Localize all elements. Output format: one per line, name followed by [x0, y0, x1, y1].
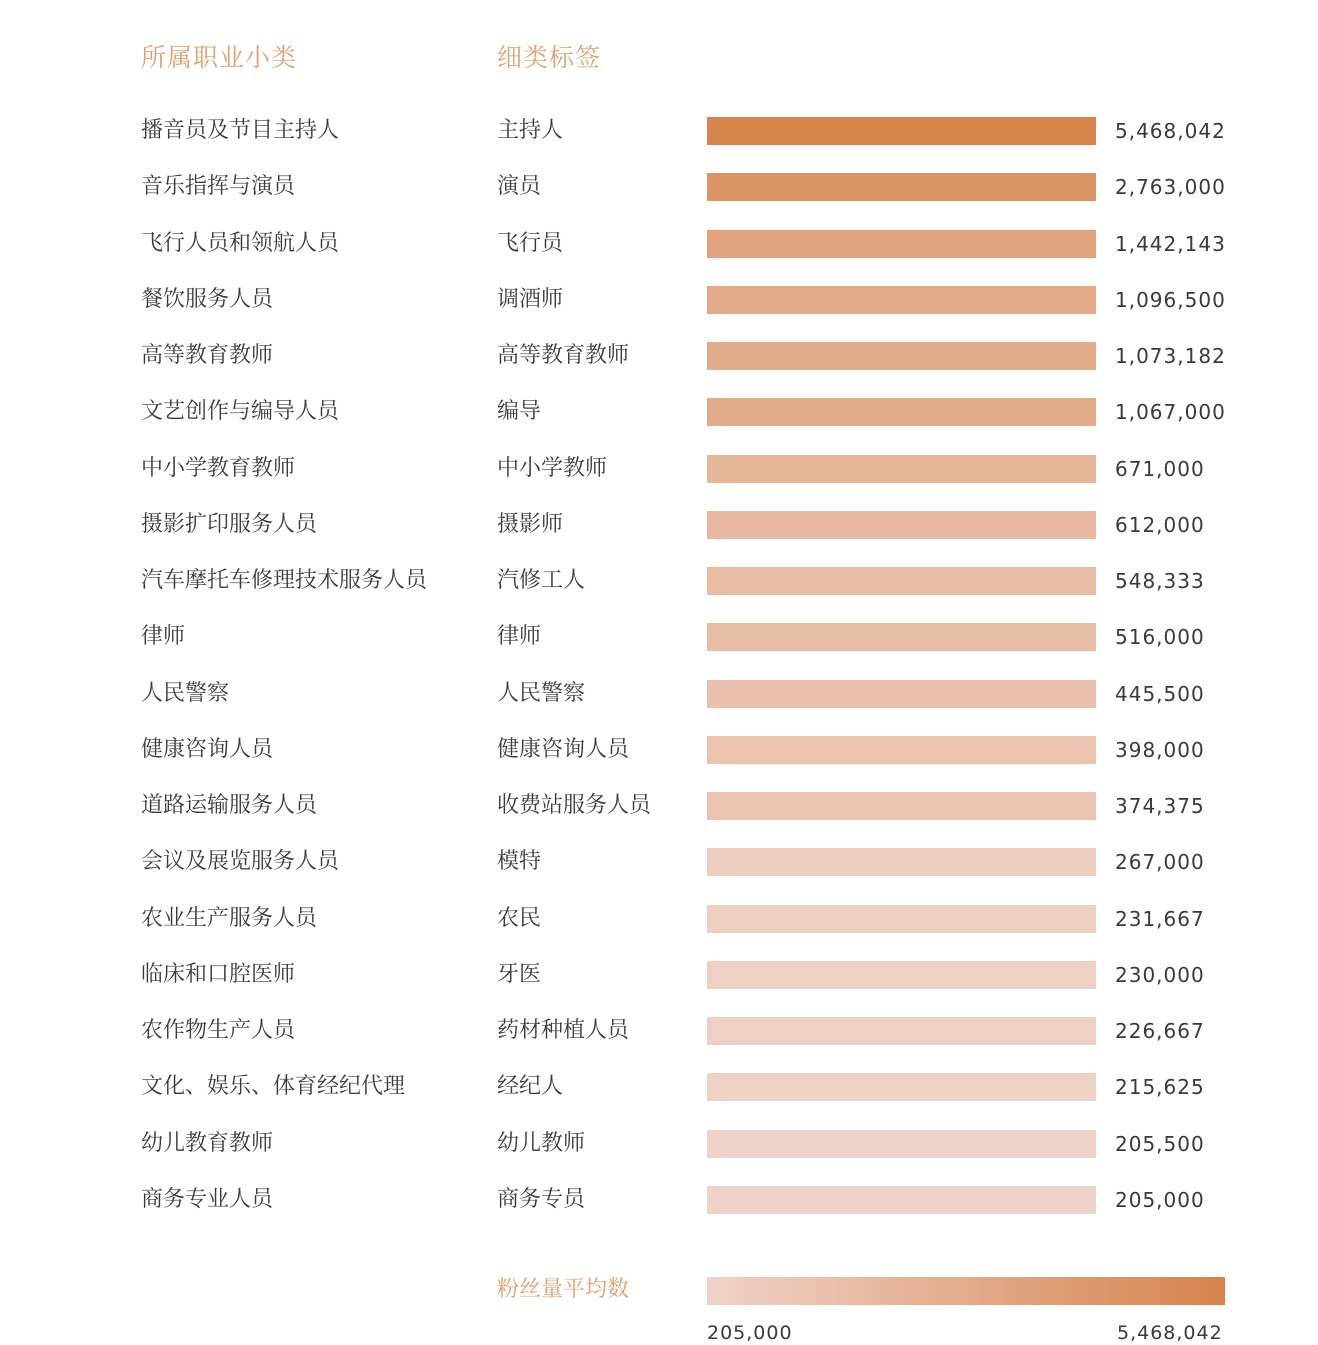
table-row	[0, 111, 1318, 151]
row-tag-label: 摄影师	[497, 511, 564, 537]
row-value-label: 548,333	[1115, 569, 1205, 594]
row-category-label: 文化、娱乐、体育经纪代理	[141, 1074, 406, 1100]
row-value-label: 226,667	[1115, 1019, 1205, 1044]
row-tag-label: 商务专员	[497, 1186, 586, 1212]
row-tag-label: 中小学教师	[497, 455, 608, 481]
row-value-label: 5,468,042	[1115, 119, 1226, 143]
row-value-bar	[707, 567, 1096, 595]
row-tag-label: 收费站服务人员	[497, 793, 652, 819]
legend-min-label: 205,000	[707, 1322, 793, 1344]
table-row	[0, 617, 1318, 657]
row-category-label: 农业生产服务人员	[141, 905, 318, 931]
table-row	[0, 1180, 1318, 1220]
row-category-label: 农作物生产人员	[141, 1018, 296, 1044]
table-row	[0, 786, 1318, 826]
table-row	[0, 1124, 1318, 1164]
row-tag-label: 经纪人	[497, 1074, 564, 1100]
table-row	[0, 167, 1318, 207]
row-category-label: 音乐指挥与演员	[141, 174, 296, 200]
row-value-label: 516,000	[1115, 625, 1205, 650]
row-tag-label: 主持人	[497, 118, 564, 143]
table-row	[0, 899, 1318, 939]
row-value-bar	[707, 680, 1096, 708]
row-value-bar	[707, 1073, 1096, 1101]
row-category-label: 人民警察	[141, 680, 230, 706]
row-value-label: 1,442,143	[1115, 231, 1226, 256]
table-row	[0, 1067, 1318, 1107]
row-value-label: 445,500	[1115, 681, 1205, 706]
row-value-label: 1,067,000	[1115, 400, 1226, 425]
row-value-label: 2,763,000	[1115, 175, 1226, 200]
row-tag-label: 农民	[497, 905, 542, 931]
row-category-label: 飞行人员和领航人员	[141, 230, 340, 256]
row-category-label: 临床和口腔医师	[141, 961, 296, 987]
row-value-label: 205,500	[1115, 1131, 1205, 1156]
row-value-label: 205,000	[1115, 1187, 1205, 1212]
row-value-label: 671,000	[1115, 456, 1205, 481]
row-tag-label: 高等教育教师	[497, 343, 630, 369]
table-row	[0, 955, 1318, 995]
row-value-bar	[707, 286, 1096, 314]
row-value-label: 374,375	[1115, 794, 1205, 819]
row-tag-label: 飞行员	[497, 230, 564, 256]
row-value-label: 231,667	[1115, 906, 1205, 931]
row-value-bar	[707, 905, 1096, 933]
table-row	[0, 392, 1318, 432]
row-value-label: 1,073,182	[1115, 344, 1226, 369]
row-category-label: 中小学教育教师	[141, 455, 296, 481]
row-value-bar	[707, 623, 1096, 651]
row-category-label: 文艺创作与编导人员	[141, 399, 340, 425]
legend-gradient-bar	[707, 1277, 1225, 1305]
row-value-bar	[707, 792, 1096, 820]
row-value-bar	[707, 230, 1096, 258]
table-row	[0, 561, 1318, 601]
row-value-bar	[707, 848, 1096, 876]
category-column-header: 所属职业小类	[141, 43, 298, 72]
tag-column-header: 细类标签	[497, 43, 602, 72]
row-category-label: 律师	[141, 624, 186, 650]
row-value-bar	[707, 1017, 1096, 1045]
legend-title: 粉丝量平均数	[497, 1277, 630, 1302]
row-value-bar	[707, 961, 1096, 989]
row-category-label: 餐饮服务人员	[141, 286, 274, 312]
row-value-label: 230,000	[1115, 962, 1205, 987]
row-tag-label: 人民警察	[497, 680, 586, 706]
row-value-bar	[707, 173, 1096, 201]
row-value-bar	[707, 398, 1096, 426]
row-category-label: 高等教育教师	[141, 343, 274, 369]
table-row	[0, 730, 1318, 770]
row-value-bar	[707, 736, 1096, 764]
row-category-label: 会议及展览服务人员	[141, 849, 340, 875]
row-value-label: 398,000	[1115, 737, 1205, 762]
row-tag-label: 牙医	[497, 961, 542, 987]
row-value-bar	[707, 1130, 1096, 1158]
table-row	[0, 505, 1318, 545]
row-category-label: 播音员及节目主持人	[141, 118, 340, 143]
row-value-label: 267,000	[1115, 850, 1205, 875]
row-category-label: 道路运输服务人员	[141, 793, 318, 819]
table-row	[0, 449, 1318, 489]
row-tag-label: 调酒师	[497, 286, 564, 312]
row-category-label: 商务专业人员	[141, 1186, 274, 1212]
row-tag-label: 编导	[497, 399, 542, 425]
table-row	[0, 674, 1318, 714]
row-category-label: 摄影扩印服务人员	[141, 511, 318, 537]
row-value-label: 612,000	[1115, 512, 1205, 537]
row-tag-label: 幼儿教师	[497, 1130, 586, 1156]
row-value-label: 215,625	[1115, 1075, 1205, 1100]
table-row	[0, 280, 1318, 320]
row-value-bar	[707, 511, 1096, 539]
legend-max-label: 5,468,042	[1117, 1322, 1223, 1344]
row-value-bar	[707, 117, 1096, 145]
row-category-label: 幼儿教育教师	[141, 1130, 274, 1156]
row-value-bar	[707, 455, 1096, 483]
row-value-label: 1,096,500	[1115, 287, 1226, 312]
row-value-bar	[707, 342, 1096, 370]
table-row	[0, 224, 1318, 264]
table-row	[0, 336, 1318, 376]
row-category-label: 健康咨询人员	[141, 736, 274, 762]
table-row	[0, 1011, 1318, 1051]
row-tag-label: 汽修工人	[497, 568, 586, 594]
table-row	[0, 842, 1318, 882]
row-tag-label: 健康咨询人员	[497, 736, 630, 762]
row-value-bar	[707, 1186, 1096, 1214]
row-tag-label: 演员	[497, 174, 542, 200]
row-tag-label: 律师	[497, 624, 542, 650]
row-tag-label: 模特	[497, 849, 542, 875]
row-category-label: 汽车摩托车修理技术服务人员	[141, 568, 428, 594]
row-tag-label: 药材种植人员	[497, 1018, 630, 1044]
